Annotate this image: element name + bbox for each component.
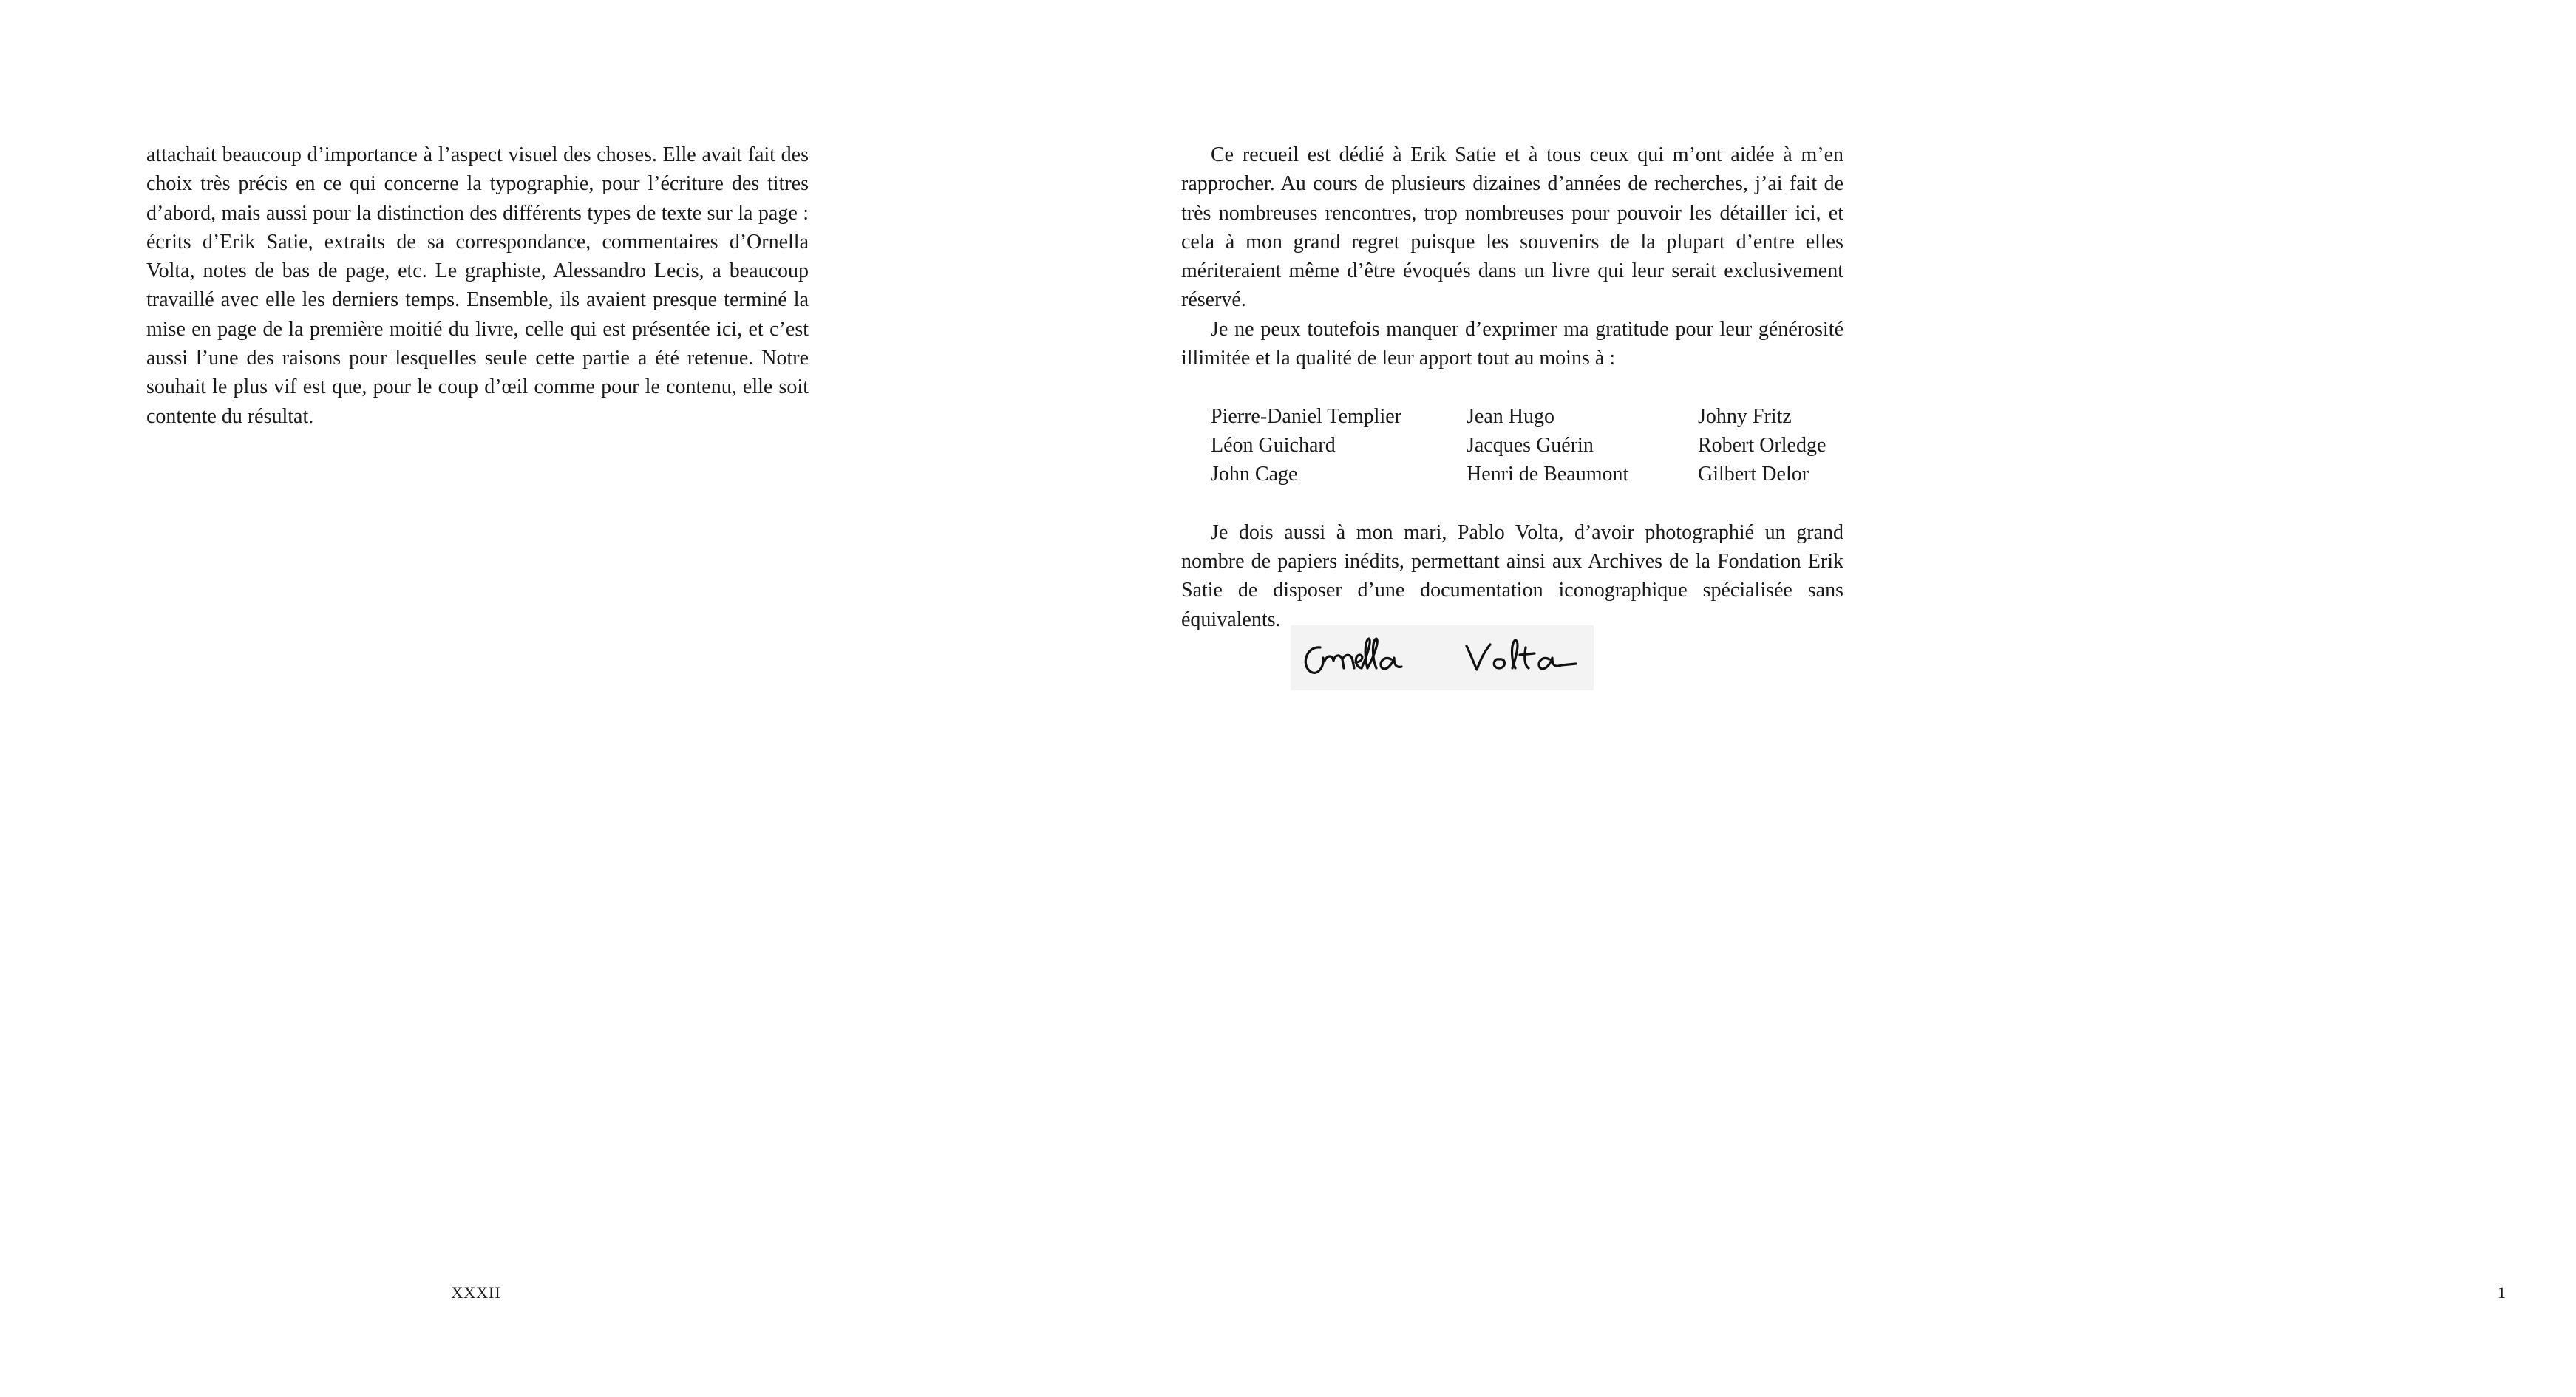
photography-paragraph: Je dois aussi à mon mari, Pablo Volta, d’avoir photographié un grand nombre de papiers inédits, permettant ainsi aux Archives de la Fondation Erik Satie de disposer d’une documentation iconographique spécialisée sans équivalents. bbox=[1181, 520, 1843, 631]
left-page-number: XXXII bbox=[451, 1283, 501, 1302]
handwritten-signature bbox=[1291, 625, 1594, 690]
acknowledged-name: John Cage bbox=[1211, 463, 1298, 486]
left-page-body bbox=[146, 140, 809, 431]
left-page-paragraph: attachait beaucoup d’importance à l’aspect visuel des choses. Elle avait fait des choix très précis en ce qui concerne la typographie, pour l’écriture des titres d’abord, mais aussi pour la distinction des différents types de texte sur la page : écrits d’Erik Satie, extraits de sa correspondance, commentaires d’Ornella Volta, notes de bas de page, etc. Le graphiste, Alessandro Lecis, a beaucoup travaillé avec elle les derniers temps. Ensemble, ils avaient presque terminé la mise en page de la première moitié du livre, celle qui est présentée ici, et c’est aussi l’une des raisons pour lesquelles seule cette partie a été retenue. Notre souhait le plus vif est que, pour le coup d’œil comme pour le contenu, elle soit contente du résultat. bbox=[146, 143, 809, 428]
acknowledged-names-list bbox=[1211, 402, 1843, 489]
dedication-paragraph: Ce recueil est dédié à Erik Satie et à tous ceux qui m’ont aidée à m’en rapprocher. Au cours de plusieurs dizaines d’années de recherches, j’ai fait de très nombreuses rencontres, trop nombreuses pour pouvoir les détailler ici, et cela à mon grand regret puisque les souvenirs de la plupart d’entre elles mériteraient même d’être évoqués dans un livre qui leur serait exclusivement réservé. bbox=[1181, 143, 1843, 312]
acknowledged-name: Jacques Guérin bbox=[1467, 433, 1594, 457]
gratitude-paragraph: Je ne peux toutefois manquer d’exprimer ma gratitude pour leur générosité illimitée et la qualité de leur apport tout au moins à : bbox=[1181, 317, 1843, 370]
acknowledged-name: Robert Orledge bbox=[1698, 433, 1826, 457]
acknowledged-name: Johny Fritz bbox=[1698, 404, 1792, 428]
right-page bbox=[989, 0, 2507, 1397]
left-page bbox=[0, 0, 989, 1397]
acknowledged-name: Henri de Beaumont bbox=[1467, 463, 1629, 486]
acknowledged-name: Jean Hugo bbox=[1467, 404, 1554, 428]
right-page-body bbox=[1181, 140, 1843, 634]
right-page-number: 1 bbox=[2498, 1283, 2507, 1302]
acknowledged-name: Gilbert Delor bbox=[1698, 463, 1809, 486]
acknowledged-name: Pierre-Daniel Templier bbox=[1211, 404, 1401, 428]
signature-drawing bbox=[1291, 625, 1594, 690]
acknowledged-name: Léon Guichard bbox=[1211, 433, 1336, 457]
